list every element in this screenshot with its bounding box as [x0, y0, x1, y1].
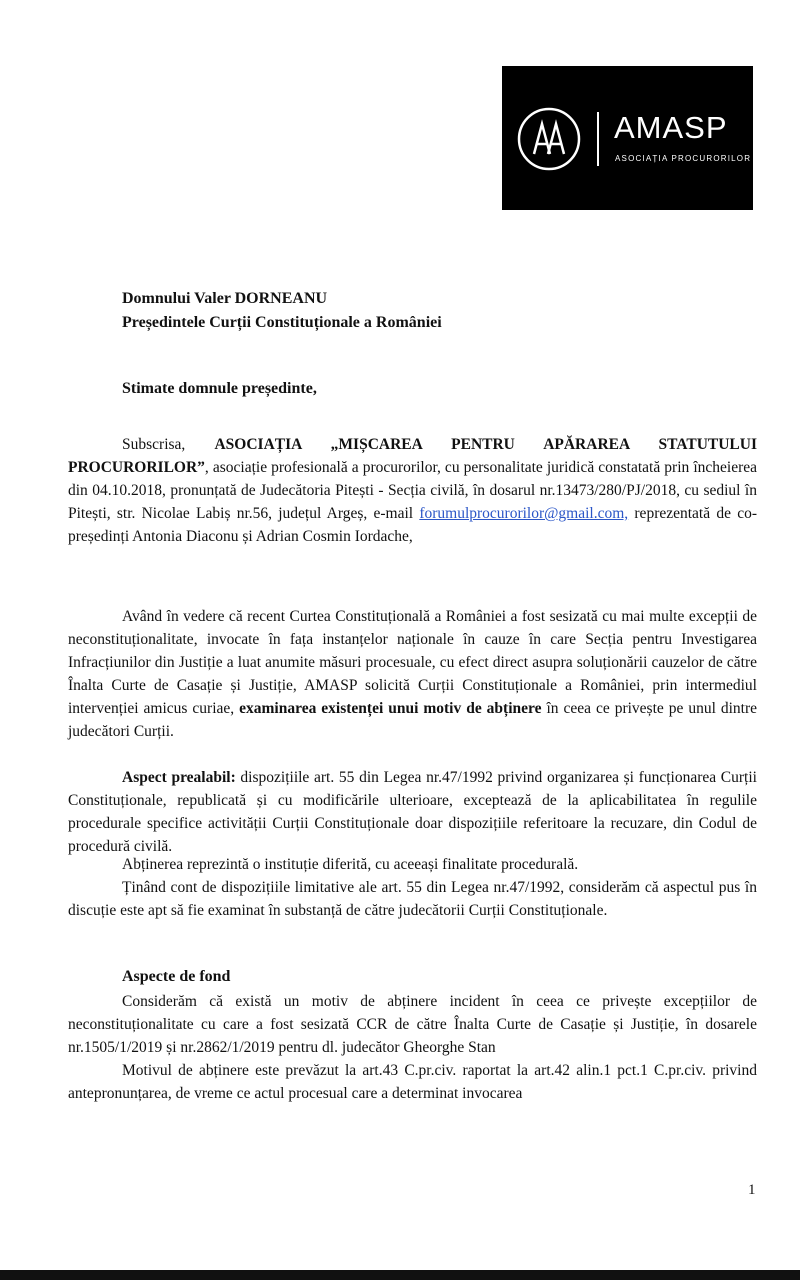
preliminary-text: dispozițiile art. 55 din Legea nr.47/1992 privind organizarea și funcționarea Curții Constituționale, republicată și cu modificările ulterioare, exceptează de la aplicabilitatea în regulile procedurale specifice activității Curții Constituționale doar dispozițiile referitoare la recuzare, din Codul de procedură civilă.: [68, 769, 757, 855]
email-link[interactable]: forumulprocurorilor@gmail.com,: [419, 505, 629, 522]
amasp-logo: [502, 66, 753, 210]
paragraph-request: [68, 605, 757, 743]
bottom-edge: [0, 1270, 800, 1280]
aa-monogram-icon: [516, 106, 582, 172]
abstention-text: Abținerea reprezintă o instituție diferită, cu aceeași finalitate procedurală.: [122, 856, 579, 873]
preliminary-label: Aspect prealabil:: [122, 769, 236, 786]
addressee-name: Domnului Valer DORNEANU: [122, 290, 328, 307]
paragraph-reason: [68, 1059, 757, 1105]
considering-text: Ținând cont de dispozițiile limitative ale art. 55 din Legea nr.47/1992, considerăm că aspectul pus în discuție este apt să fie examinat în substanță de către judecătorii Curții Constituționale.: [68, 879, 757, 919]
heading-fond: Aspecte de fond: [122, 968, 231, 985]
paragraph-preliminary: [68, 766, 757, 858]
intro-lead: Subscrisa,: [122, 436, 215, 453]
addressee-title: Președintele Curții Constituționale a României: [122, 314, 442, 331]
request-text: Având în vedere că recent Curtea Constituțională a României a fost sesizată cu mai multe excepții de neconstituționalitate, invocate în fața instanțelor naționale în cauze în care Secția pentru Investigarea Infracțiunilor din Justiție a luat anumite măsuri procesuale, cu efect direct asupra soluționării cauzelor de către Înalta Curte de Casație și Justiție, AMASP solicită Curții Constituționale a României, prin intermediul intervenției amicus curiae,: [68, 608, 757, 717]
substance-text: Considerăm că există un motiv de abținere incident în ceea ce privește excepțiilor de neconstituționalitate cu care a fost sesizată CCR de către Înalta Curte de Casație și Justiție, în dosarele nr.1505/1/2019 și nr.2862/1/2019 pentru dl. judecător Gheorghe Stan: [68, 993, 757, 1056]
paragraph-considering: [68, 876, 757, 922]
paragraph-substance: [68, 990, 757, 1059]
paragraph-intro: [68, 433, 757, 548]
intro-text: , asociație profesională a procurorilor, cu personalitate juridică constatată prin încheierea din 04.10.2018, pronunțată de Judecătoria Pitești - Secția civilă, în dosarul nr.13473/280/PJ/2018, cu sediul în Pitești, str. Nicolae Labiș nr.56, județul Argeș, e-mail: [68, 459, 757, 522]
greeting: Stimate domnule președinte,: [122, 380, 317, 397]
reason-text: Motivul de abținere este prevăzut la art.43 C.pr.civ. raportat la art.42 alin.1 pct.1 C.pr.civ. privind antepronunțarea, de vreme ce actul procesual care a determinat invocarea: [68, 1062, 757, 1102]
addressee-block: [122, 287, 442, 335]
request-bold: examinarea existenței unui motiv de abținere: [239, 700, 542, 717]
organization-name: ASOCIAȚIA „MIȘCAREA PENTRU APĂRAREA STATUTULUI PROCURORILOR”: [68, 436, 757, 476]
logo-divider: [597, 112, 599, 166]
request-text-end: în ceea ce privește pe unul dintre judecători Curții.: [68, 700, 757, 740]
page-number: 1: [748, 1182, 756, 1198]
logo-subtitle: ASOCIAȚIA PROCURORILOR: [615, 154, 752, 163]
logo-name: AMASP: [614, 110, 728, 145]
paragraph-abstention: [68, 853, 757, 876]
intro-text-end: reprezentată de co-președinți Antonia Diaconu și Adrian Cosmin Iordache,: [68, 505, 757, 545]
